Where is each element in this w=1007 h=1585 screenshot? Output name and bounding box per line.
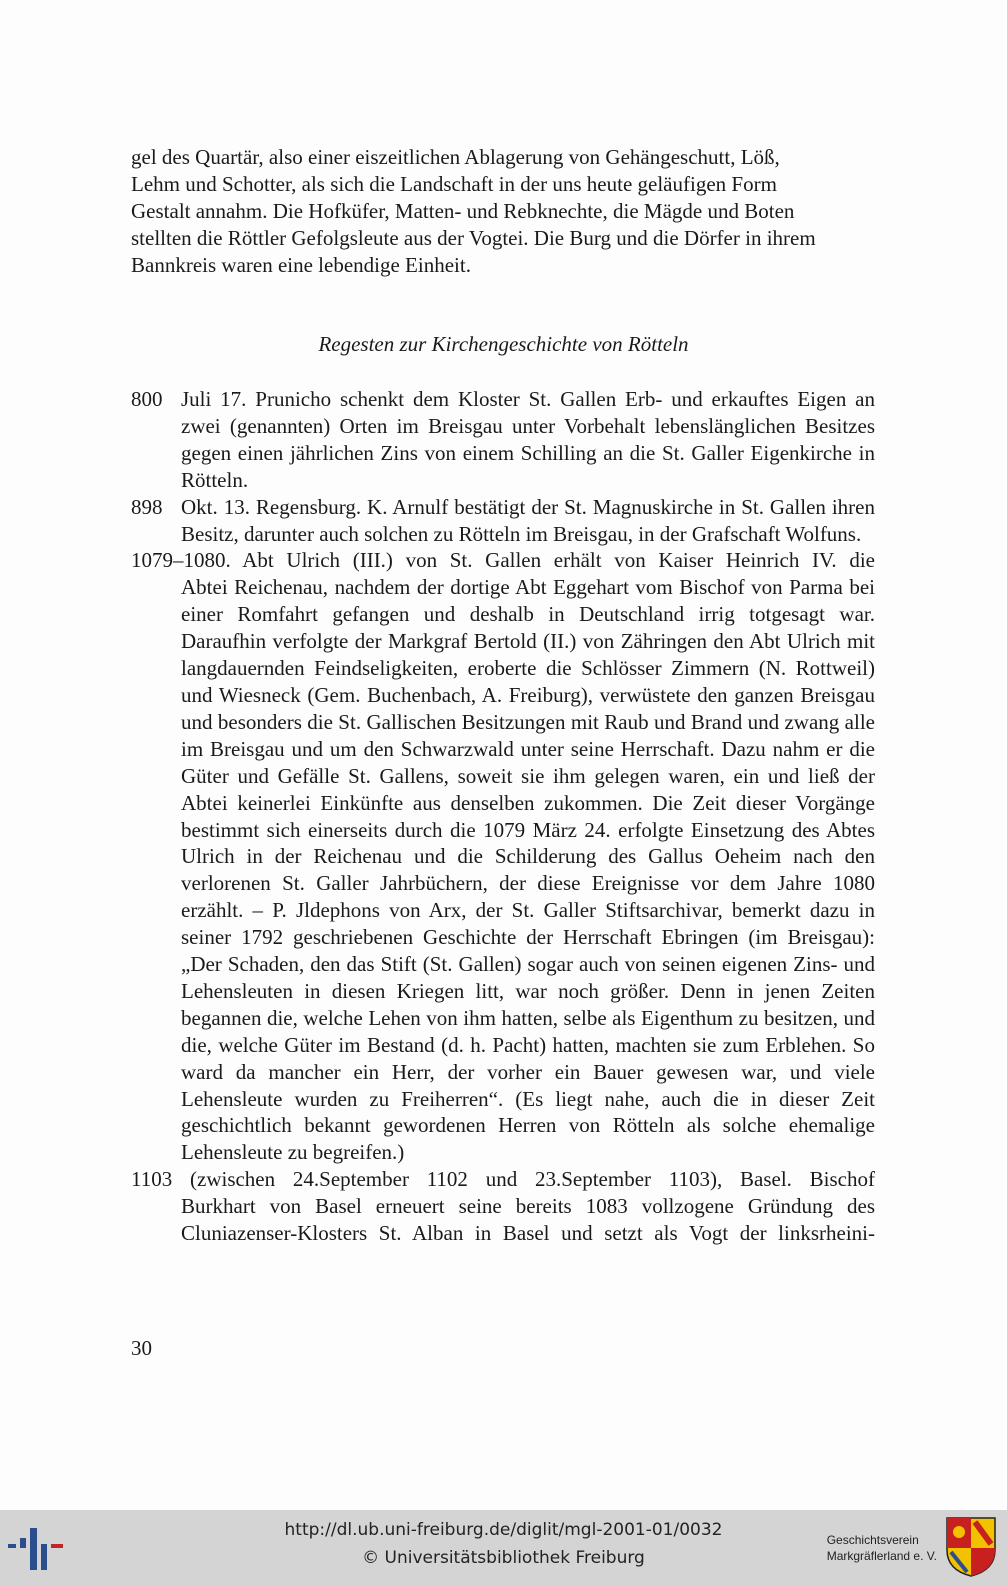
footer-copyright: © Universitätsbibliothek Freiburg — [362, 1548, 645, 1568]
coat-of-arms-icon — [945, 1516, 997, 1578]
regest-year: 1103 — [131, 1167, 173, 1192]
footer-bar — [0, 1510, 1007, 1585]
regest-year: 1079–1080. — [131, 548, 231, 573]
regest-entry — [131, 494, 875, 548]
regest-first-text: (zwischen 24.September 1102 und 23.September 1103), Basel. Bischof — [190, 1167, 875, 1192]
page-number: 30 — [131, 1336, 152, 1360]
regest-text: Burkhart von Basel erneuert seine bereits 1083 vollzogene Gründung des Cluniazenser-Klosters St. Alban in Basel und setzt als Vogt der linksrheini- — [181, 1194, 875, 1246]
regest-first-line — [131, 1166, 875, 1193]
intro-line: gel des Quartär, also einer eiszeitlichen Ablagerung von Gehängeschutt, Löß, — [131, 145, 780, 169]
regest-text: Okt. 13. Regensburg. K. Arnulf bestätigt der St. Magnuskirche in St. Gallen ihren Besitz, darunter auch solchen zu Rötteln im Breisgau, in der Grafschaft Wolfuns. — [181, 494, 875, 546]
society-name — [827, 1532, 937, 1564]
intro-line: stellten die Röttler Gefolgsleute aus der Vogtei. Die Burg und die Dörfer in ihrem — [131, 225, 816, 250]
regest-first-text: Abt Ulrich (III.) von St. Gallen erhält von Kaiser Heinrich IV. die — [242, 548, 875, 573]
regest-text: Juli 17. Prunicho schenkt dem Kloster St. Gallen Erb- und erkauftes Eigen an zwei (genannten) Orten im Breisgau unter Vorbehalt lebenslänglichen Besitzes gegen einen jährlichen Zins von einem Schilling an die St. Galler Eigenkirche in Rötteln. — [181, 387, 875, 492]
footer-url-link[interactable]: http://dl.ub.uni-freiburg.de/diglit/mgl-2001-01/0032 — [284, 1520, 723, 1540]
society-line: Geschichtsverein — [826, 1533, 919, 1547]
intro-line: Bannkreis waren eine lebendige Einheit. — [131, 252, 471, 277]
regesten-list — [131, 386, 875, 1247]
regest-entry — [131, 547, 875, 1166]
regest-year: 898 — [131, 494, 163, 519]
section-heading: Regesten zur Kirchengeschichte von Rötteln — [318, 332, 689, 356]
regest-entry — [131, 1166, 875, 1247]
intro-line: Gestalt annahm. Die Hofküfer, Matten- und Rebknechte, die Mägde und Boten — [131, 198, 795, 223]
intro-paragraph — [131, 144, 875, 279]
regest-first-line — [131, 547, 875, 574]
regest-year: 800 — [131, 387, 163, 411]
society-line: Markgräflerland e. V. — [826, 1549, 937, 1563]
intro-line: Lehm und Schotter, als sich die Landschaft in der uns heute geläufigen Form — [131, 171, 777, 196]
regest-text: Abtei Reichenau, nachdem der dortige Abt Eggehart vom Bischof von Parma bei einer Romfahrt gefangen und deshalb in Deutschland irrig totgesagt war. Daraufhin verfolgte der Markgraf Bertold (II.) von Zähringen den Abt Ulrich mit langdauernden Feindseligkeiten, eroberte die Schlösser Zimmern (N. Rottweil) und Wiesneck (Gem. Buchenbach, A. Freiburg), verwüstete den ganzen Breisgau und besonders die St. Gallischen Besitzungen mit Raub und Brand und zwang alle im Breisgau und um den Schwarzwald unter seine Herrschaft. Dazu nahm er die Güter und Gefälle St. Gallens, soweit sie ihm gelegen waren, ein und ließ der Abtei keinerlei Einkünfte aus denselben zukommen. Die Zeit dieser Vorgänge bestimmt sich einerseits durch die 1079 März 24. erfolgte Einsetzung des Abtes Ulrich in der Reichenau und die Schilderung des Gallus Oeheim nach den verlorenen St. Galler Jahrbüchern, der diese Ereignisse vor dem Jahre 1080 erzählt. – P. Jldephons von Arx, der St. Galler Stiftsarchivar, bemerkt dazu in seiner 1792 geschriebenen Geschichte der Herrschaft Ebringen (im Breisgau): „Der Schaden, den das Stift (St. Gallen) sogar auch von seinen eigenen Zins- und Lehensleuten in diesen Kriegen litt, war noch größer. Denn in jenen Zeiten begannen die, welche Lehen von ihm hatten, selbe als Eigenthum zu besitzen, und die, welche Güter im Bestand (d. h. Pacht) hatten, machten sie zum Erblehen. So ward da mancher ein Herr, der vorher ein Bauer gewesen war, und viele Lehensleute wurden zu Freiherren“. (Es liegt nahe, auch die in dieser Zeit geschichtlich bekannt gewordenen Herren von Rötteln als solche ehemalige Lehensleute zu begreifen.) — [181, 575, 875, 1165]
regest-entry — [131, 386, 875, 494]
